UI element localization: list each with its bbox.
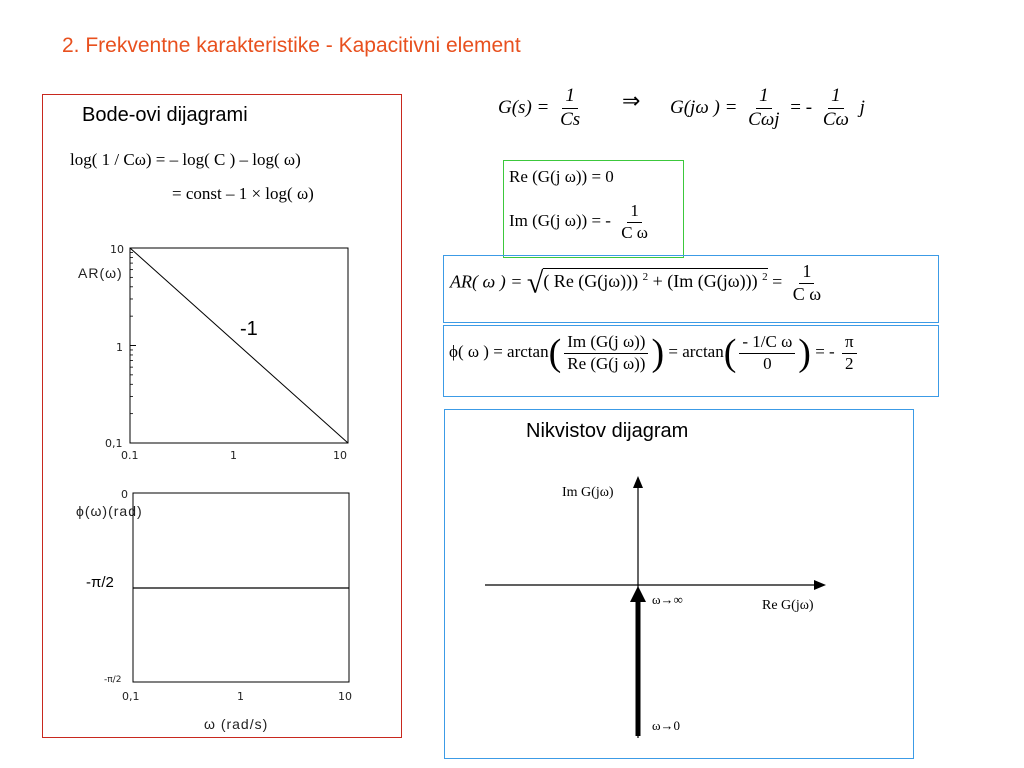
ar-lhs: AR( ω ) = — [450, 271, 527, 292]
re-axis-arrow — [814, 580, 826, 590]
phase-denominator-2: 0 — [763, 353, 772, 373]
im-equation — [509, 202, 654, 242]
ar-line — [130, 248, 348, 443]
im-numerator: 1 — [627, 202, 642, 223]
amplitude-equation — [450, 262, 827, 305]
re-equation: Re (G(j ω)) = 0 — [509, 167, 614, 186]
im-lhs: Im (G(j ω)) = - — [509, 211, 616, 231]
transfer-function — [498, 86, 586, 131]
ar-chart — [120, 240, 360, 465]
re-axis-label: Re G(jω) — [762, 598, 814, 613]
phase-axis-label: ϕ(ω)(rad) — [76, 503, 143, 519]
gjw-denominator: Cωj — [748, 108, 780, 130]
sqrt-radicand — [543, 268, 767, 291]
im-axis-label: Im G(jω) — [562, 485, 614, 500]
phase-equation — [449, 333, 860, 373]
phase-denominator-1: Re (G(j ω)) — [567, 353, 646, 373]
nyquist-heading: Nikvistov dijagram — [526, 420, 689, 442]
ar-y-tick-1: 1 — [116, 341, 123, 354]
phase-y-tick-0: 0 — [121, 488, 128, 501]
gjw-denominator-2: Cω — [822, 108, 849, 130]
ar-x-tick-0-1: 0.1 — [121, 449, 139, 462]
ar-y-tick-0-1: 0,1 — [105, 437, 123, 450]
paren-open-2: ( — [723, 332, 737, 375]
ar-y-tick-10: 10 — [110, 243, 124, 256]
ar-axis-label: AR(ω) — [78, 265, 123, 281]
ar-denominator: C ω — [792, 283, 822, 304]
bode-equation-2: = const – 1 × log( ω) — [172, 184, 314, 203]
phase-numerator-2: - 1/C ω — [739, 333, 795, 354]
gjw-lhs: G(jω ) = — [670, 96, 743, 118]
ar-equals: = — [767, 271, 787, 292]
phase-denominator-3: 2 — [845, 353, 854, 373]
phase-numerator-1: Im (G(j ω)) — [564, 333, 648, 354]
implies-symbol: ⇒ — [622, 88, 641, 113]
transfer-function-jw — [670, 86, 865, 131]
paren-close-1: ) — [651, 332, 665, 375]
omega-infinity-label: ω→∞ — [652, 592, 683, 607]
nyquist-locus-arrow — [630, 586, 646, 602]
im-axis-arrow — [633, 476, 643, 488]
phase-lhs: ϕ( ω ) = arctan — [449, 342, 549, 362]
x-axis-label: ω (rad/s) — [204, 716, 269, 732]
phase-eq: = - — [810, 342, 839, 362]
gjw-numerator-2: 1 — [828, 86, 844, 109]
phase-x-tick-1: 1 — [237, 690, 244, 703]
gjw-numerator: 1 — [756, 86, 772, 109]
square-1: 2 — [642, 271, 649, 284]
im-denominator: C ω — [621, 222, 648, 242]
bode-equation-1: log( 1 / Cω) = – log( C ) – log( ω) — [70, 150, 301, 169]
phase-eq-arctan: = arctan — [664, 342, 724, 362]
phase-x-tick-10: 10 — [338, 690, 352, 703]
omega-zero-label: ω→0 — [652, 718, 681, 733]
phase-numerator-3: π — [842, 333, 857, 354]
paren-open-1: ( — [548, 332, 562, 375]
phase-x-tick-0-1: 0,1 — [122, 690, 140, 703]
square-2: 2 — [762, 271, 768, 284]
gs-numerator: 1 — [562, 86, 578, 109]
paren-close-2: ) — [798, 332, 811, 375]
ar-minor-ticks — [130, 248, 136, 443]
phase-chart — [120, 485, 360, 690]
bode-heading: Bode-ovi dijagrami — [82, 104, 248, 126]
radicand-im: + (Im (G(jω))) — [648, 271, 763, 292]
slide-title: 2. Frekventne karakteristike - Kapacitivni element — [62, 34, 521, 57]
phase-y-tick-bottom: -π/2 — [104, 675, 122, 685]
phase-level-label: -π/2 — [86, 574, 114, 591]
gs-lhs: G(s) = — [498, 96, 555, 118]
gs-denominator: Cs — [560, 108, 581, 130]
ar-x-tick-1: 1 — [230, 449, 237, 462]
sqrt-sign: √ — [526, 266, 544, 300]
radicand-re: ( Re (G(jω))) — [543, 271, 643, 292]
slope-label: -1 — [240, 318, 258, 340]
gjw-j: j — [854, 96, 865, 118]
ar-x-tick-10: 10 — [333, 449, 347, 462]
gjw-minus: = - — [785, 96, 817, 118]
ar-numerator: 1 — [799, 262, 814, 284]
